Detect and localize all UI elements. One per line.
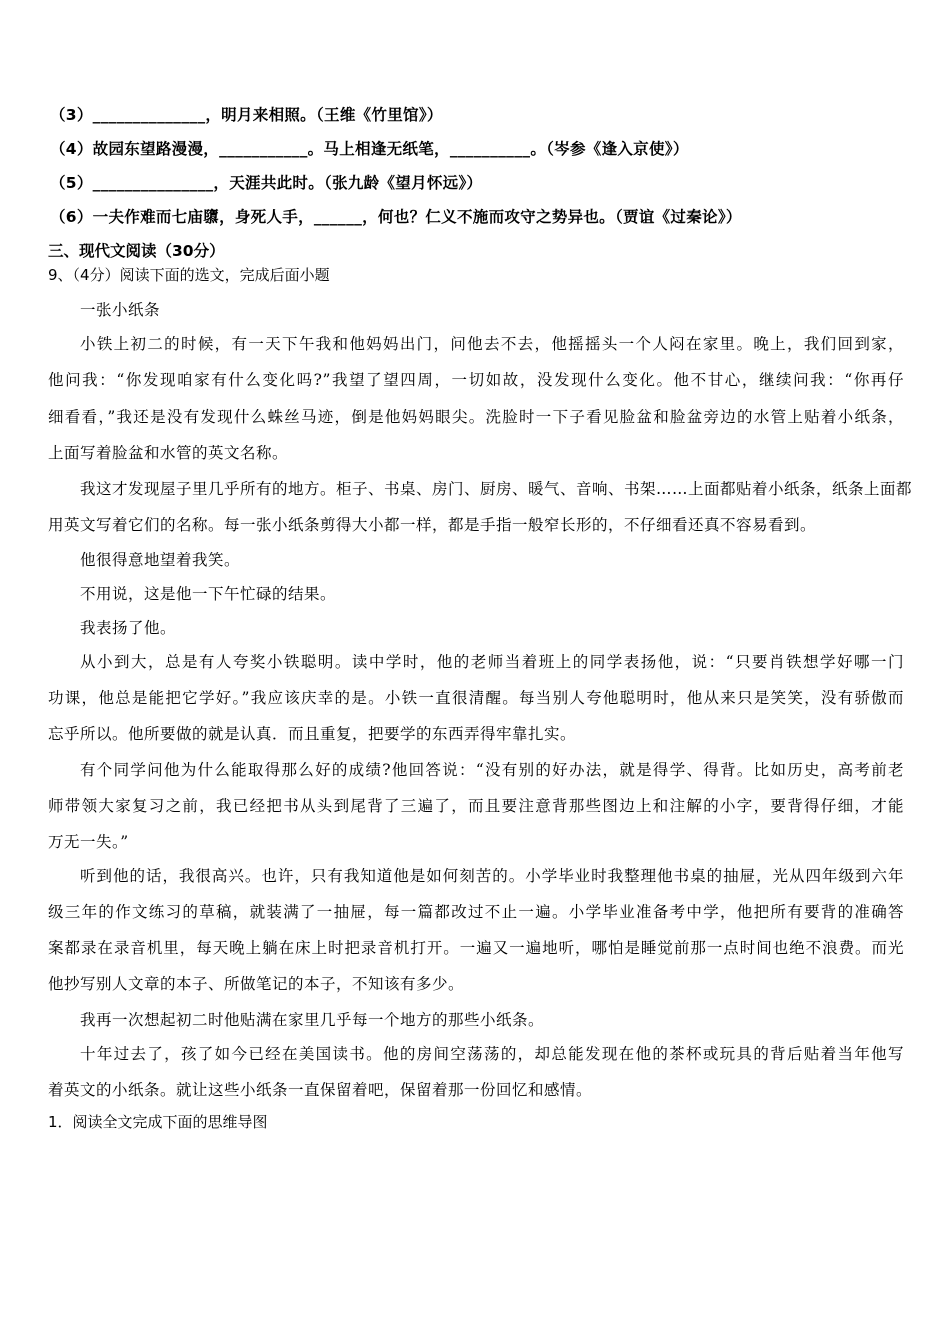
poetry-item-3: （3）______________，明月来相照。（王维《竹里馆》） (50, 106, 443, 124)
article-line: 十年过去了，孩了如今已经在美国读书。他的房间空荡荡的，却总能发现在他的茶杯或玩具的背后贴着当年他写 (80, 1045, 904, 1063)
article-line: 听到他的话，我很高兴。也许，只有我知道他是如何刻苦的。小学毕业时我整理他书桌的抽屉，光从四年级到六年 (80, 867, 904, 885)
article-line: 案都录在录音机里，每天晚上躺在床上时把录音机打开。一遍又一遍地听，哪怕是睡觉前那一点时间也绝不浪费。而光 (48, 939, 904, 957)
article-line: 小铁上初二的时候，有一天下午我和他妈妈出门，问他去不去，他摇摇头一个人闷在家里。晚上，我们回到家， (80, 335, 904, 353)
poetry-item-4: （4）故园东望路漫漫，___________。马上相逢无纸笔，__________。（岑参《逢入京使》） (50, 140, 689, 158)
section-heading: 三、现代文阅读（30分） (48, 242, 225, 260)
article-line: 他抄写别人文章的本子、所做笔记的本子，不知该有多少。 (48, 975, 465, 993)
question-intro: 9、（4分）阅读下面的选文，完成后面小题 (48, 266, 330, 284)
article-line: 功课，他总是能把它学好。”我应该庆幸的是。小铁一直很清醒。每当别人夸他聪明时，他从来只是笑笑，没有骄傲而 (48, 689, 904, 707)
article-line: 有个同学问他为什么能取得那么好的成绩?他回答说：“没有别的好办法，就是得学、得背。比如历史，高考前老 (80, 761, 904, 779)
article-line: 级三年的作文练习的草稿，就装满了一抽屉，每一篇都改过不止一遍。小学毕业准备考中学，他把所有要背的准确答 (48, 903, 904, 921)
article-line: 从小到大，总是有人夸奖小铁聪明。读中学时，他的老师当着班上的同学表扬他，说：“只要肖铁想学好哪一门 (80, 653, 904, 671)
article-title: 一张小纸条 (80, 301, 161, 319)
article-line: 他很得意地望着我笑。 (80, 551, 241, 569)
article-line: 上面写着脸盆和水管的英文名称。 (48, 444, 289, 462)
article-line: 着英文的小纸条。就让这些小纸条一直保留着吧，保留着那一份回忆和感情。 (48, 1081, 593, 1099)
article-line: 师带领大家复习之前，我已经把书从头到尾背了三遍了，而且要注意背那些图边上和注解的小字，要背得仔细，才能 (48, 797, 904, 815)
article-line: 我表扬了他。 (80, 619, 177, 637)
article-line: 我再一次想起初二时他贴满在家里几乎每一个地方的那些小纸条。 (80, 1011, 545, 1029)
article-line: 用英文写着它们的名称。每一张小纸条剪得大小都一样，都是手指一般窄长形的，不仔细看还真不容易看到。 (48, 516, 817, 534)
sub-question: 1．阅读全文完成下面的思维导图 (48, 1113, 268, 1131)
article-line: 他问我：“你发现咱家有什么变化吗?”我望了望四周，一切如故，没发现什么变化。他不甘心，继续问我：“你再仔 (48, 371, 904, 389)
article-line: 不用说，这是他一下午忙碌的结果。 (80, 585, 337, 603)
poetry-item-5: （5）_______________，天涯共此时。（张九龄《望月怀远》） (50, 174, 483, 192)
article-line: 万无一失。” (48, 833, 129, 851)
article-line: 我这才发现屋子里几乎所有的地方。柜子、书桌、房门、厨房、暖气、音响、书架……上面都贴着小纸条，纸条上面都 (80, 480, 913, 498)
poetry-item-6: （6）一夫作难而七庙隳，身死人手，______，何也？仁义不施而攻守之势异也。（贾谊《过秦论》） (50, 208, 742, 226)
article-line: 忘乎所以。他所要做的就是认真．而且重复，把要学的东西弄得牢靠扎实。 (48, 725, 577, 743)
article-line: 细看看，”我还是没有发现什么蛛丝马迹，倒是他妈妈眼尖。洗脸时一下子看见脸盆和脸盆旁边的水管上贴着小纸条， (48, 408, 904, 426)
